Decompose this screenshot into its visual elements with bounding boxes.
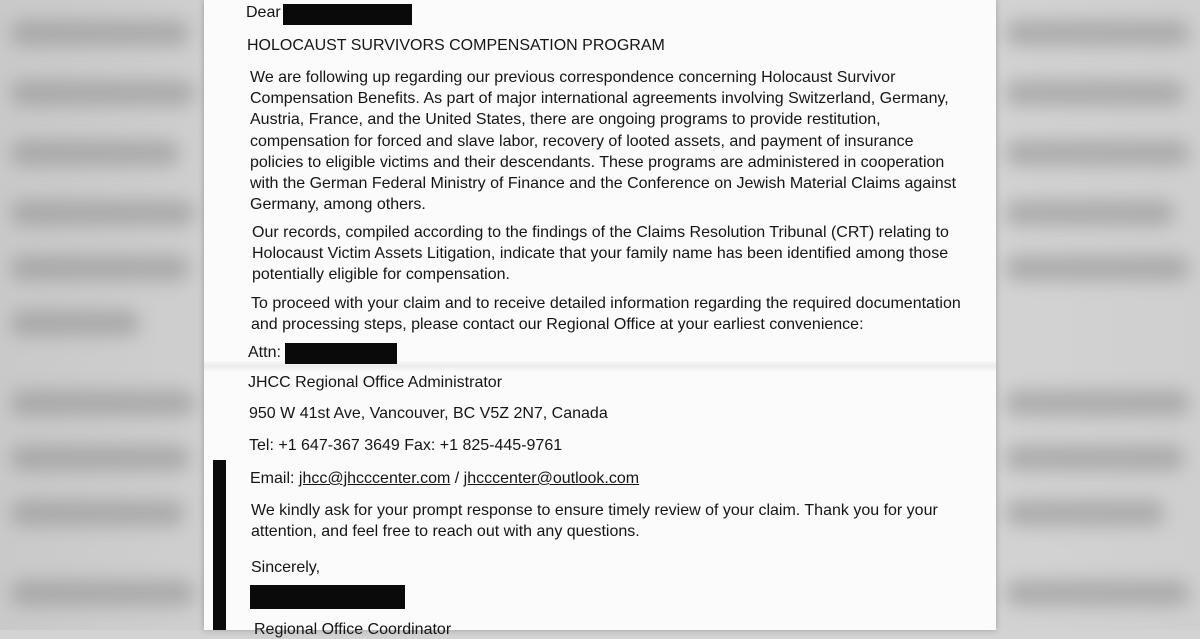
redacted-signature-name [250, 585, 405, 609]
email-link-secondary[interactable]: jhcccenter@outlook.com [463, 470, 640, 487]
email-label: Email: [250, 470, 295, 487]
paragraph-line: potentially eligible for compensation. [252, 266, 510, 284]
paragraph-line: and processing steps, please contact our Regional Office at your earliest convenience: [251, 316, 864, 334]
closing: Sincerely, [251, 559, 321, 576]
paragraph-line: Holocaust Victim Assets Litigation, indicate that your family name has been identified among those [252, 245, 949, 263]
signoff-title-partial: Regional Office Coordinator [254, 621, 452, 638]
redacted-attn-name [285, 343, 397, 364]
paragraph-line: attention, and feel free to reach out with any questions. [251, 523, 640, 541]
attn-label: Attn: [248, 344, 281, 361]
paragraph-line: Germany, among others. [250, 196, 426, 214]
paragraph-line: We are following up regarding our previous correspondence concerning Holocaust Survivor [250, 69, 896, 86]
paragraph-line: compensation for forced and slave labor, recovery of looted assets, and payment of insurance [250, 132, 914, 150]
paragraph-proceed [251, 293, 961, 335]
paragraph-line: Our records, compiled according to the findings of the Claims Resolution Tribunal (CRT) relating to [252, 224, 949, 241]
email-line [250, 470, 639, 488]
email-link-primary[interactable]: jhcc@jhcccenter.com [298, 470, 451, 487]
paragraph-line: To proceed with your claim and to receive detailed information regarding the required documentation [251, 295, 961, 312]
paragraph-intro [250, 67, 956, 215]
salutation: Dear [246, 4, 281, 21]
paragraph-line: policies to eligible victims and their descendants. These programs are administered in cooperation [250, 153, 945, 171]
paragraph-line: with the German Federal Ministry of Finance and the Conference on Jewish Material Claims against [250, 175, 957, 193]
phone-fax: Tel: +1 647-367 3649 Fax: +1 825-445-9761 [249, 437, 563, 454]
paragraph-line: Compensation Benefits. As part of major international agreements involving Switzerland, Germany, [250, 90, 949, 108]
paragraph-closing-request [251, 500, 938, 542]
email-separator: / [454, 470, 460, 487]
redacted-recipient-name [283, 4, 412, 25]
paragraph-line: We kindly ask for your prompt response to ensure timely review of your claim. Thank you for your [251, 502, 938, 519]
redaction-bar-margin [213, 460, 226, 630]
letter-heading: HOLOCAUST SURVIVORS COMPENSATION PROGRAM [247, 37, 665, 54]
office-address: 950 W 41st Ave, Vancouver, BC V5Z 2N7, Canada [249, 405, 608, 422]
paragraph-line: Austria, France, and the United States, there are ongoing programs to provide restitution, [250, 111, 881, 129]
office-title: JHCC Regional Office Administrator [248, 374, 503, 391]
paragraph-records [252, 222, 949, 286]
